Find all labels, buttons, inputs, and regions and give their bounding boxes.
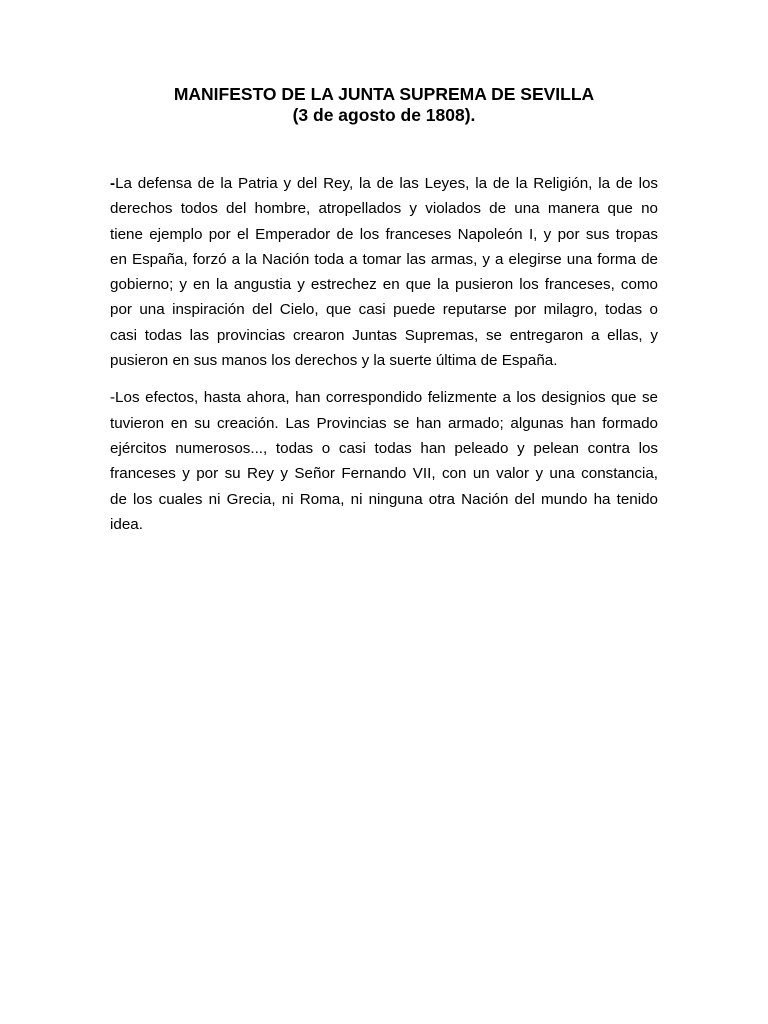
- paragraph-line: por una inspiración del Cielo, que casi puede reputarse por milagro, todas o: [110, 301, 658, 319]
- paragraph-line: tuvieron en su creación. Las Provincias se han armado; algunas han formado: [110, 414, 658, 432]
- paragraph-line: idea.: [110, 515, 143, 533]
- paragraph-line: en España, forzó a la Nación toda a tomar las armas, y a elegirse una forma de: [110, 250, 658, 268]
- paragraph-2: [110, 385, 658, 537]
- document-title: [0, 84, 768, 126]
- paragraph-line: de los cuales ni Grecia, ni Roma, ni ninguna otra Nación del mundo ha tenido: [110, 490, 658, 508]
- paragraph-line: franceses y por su Rey y Señor Fernando VII, con un valor y una constancia,: [110, 465, 658, 483]
- paragraph-line: [110, 171, 658, 196]
- paragraph-lead-dash: -: [110, 175, 116, 192]
- paragraph-line: -Los efectos, hasta ahora, han correspondido felizmente a los designios que se: [110, 389, 658, 407]
- paragraph-line: gobierno; y en la angustia y estrechez en que la pusieron los franceses, como: [110, 276, 658, 294]
- paragraph-line: derechos todos del hombre, atropellados y violados de una manera que no: [110, 200, 658, 218]
- paragraph-line: pusieron en sus manos los derechos y la suerte última de España.: [110, 352, 558, 370]
- paragraph-1: [110, 171, 658, 373]
- title-line-2: (3 de agosto de 1808).: [292, 105, 476, 125]
- paragraph-line-text: La defensa de la Patria y del Rey, la de las Leyes, la de la Religión, la de los: [115, 175, 658, 192]
- title-line-1: MANIFESTO DE LA JUNTA SUPREMA DE SEVILLA: [173, 84, 595, 104]
- paragraph-line: casi todas las provincias crearon Juntas Supremas, se entregaron a ellas, y: [110, 326, 658, 344]
- paragraph-line: ejércitos numerosos..., todas o casi todas han peleado y pelean contra los: [110, 439, 658, 457]
- paragraph-line: tiene ejemplo por el Emperador de los franceses Napoleón I, y por sus tropas: [110, 225, 658, 243]
- document-body: [110, 171, 658, 537]
